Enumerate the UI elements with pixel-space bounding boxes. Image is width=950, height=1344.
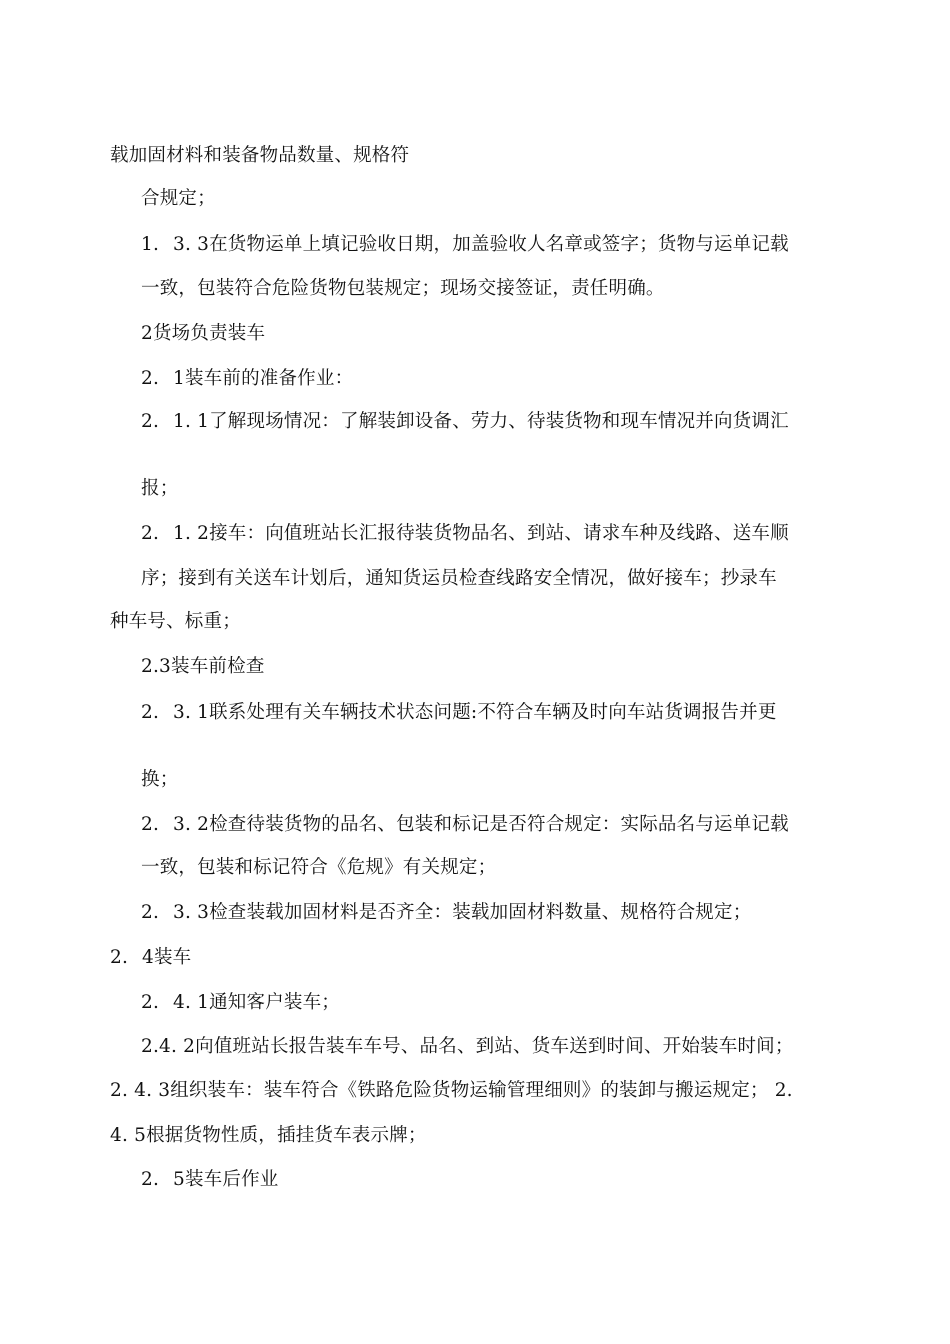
numbered-paragraph-line: 2. 3. 2检查待装货物的品名、包装和标记是否符合规定：实际品名与运单记载 [141,814,789,835]
paragraph-line: 一致，包装和标记符合《危规》有关规定； [141,857,497,878]
section-heading: 2货场负责装车 [141,323,266,344]
section-heading: 2. 5装车后作业 [141,1169,279,1190]
numbered-paragraph-line: 2. 1装车前的准备作业： [141,368,354,389]
numbered-paragraph-line: 2. 4. 1通知客户装车； [141,992,341,1013]
section-heading: 2.3装车前检查 [141,656,265,677]
paragraph-line: 一致，包装符合危险货物包装规定；现场交接签证，责任明确。 [141,278,665,299]
numbered-paragraph-line: 2. 3. 3检查装载加固材料是否齐全：装载加固材料数量、规格符合规定； [141,902,752,923]
paragraph-line: 2.4. 2向值班站长报告装车车号、品名、到站、货车送到时间、开始装车时间； [141,1036,794,1057]
paragraph-line: 合规定； [141,188,216,209]
numbered-paragraph-line: 1. 3. 3在货物运单上填记验收日期，加盖验收人名章或签字；货物与运单记载 [141,234,789,255]
paragraph-line: 种车号、标重； [110,611,241,632]
numbered-paragraph-line: 2. 1. 1了解现场情况：了解装卸设备、劳力、待装货物和现车情况并向货调汇 [141,411,789,432]
numbered-paragraph-line: 2. 1. 2接车：向值班站长汇报待装货物品名、到站、请求车种及线路、送车顺 [141,523,789,544]
numbered-paragraph-line: 2. 3. 1联系处理有关车辆技术状态问题:不符合车辆及时向车站货调报告并更 [141,702,777,723]
paragraph-line: 4. 5根据货物性质，插挂货车表示牌； [110,1125,427,1146]
paragraph-line: 序；接到有关送车计划后，通知货运员检查线路安全情况，做好接车；抄录车 [141,568,777,589]
paragraph-line: 2. 4. 3组织装车：装车符合《铁路危险货物运输管理细则》的装卸与搬运规定； 2. [110,1080,793,1101]
section-heading: 2. 4装车 [110,947,192,968]
paragraph-line: 报； [141,478,179,499]
paragraph-line: 载加固材料和装备物品数量、规格符 [110,145,410,166]
paragraph-line: 换； [141,769,179,790]
